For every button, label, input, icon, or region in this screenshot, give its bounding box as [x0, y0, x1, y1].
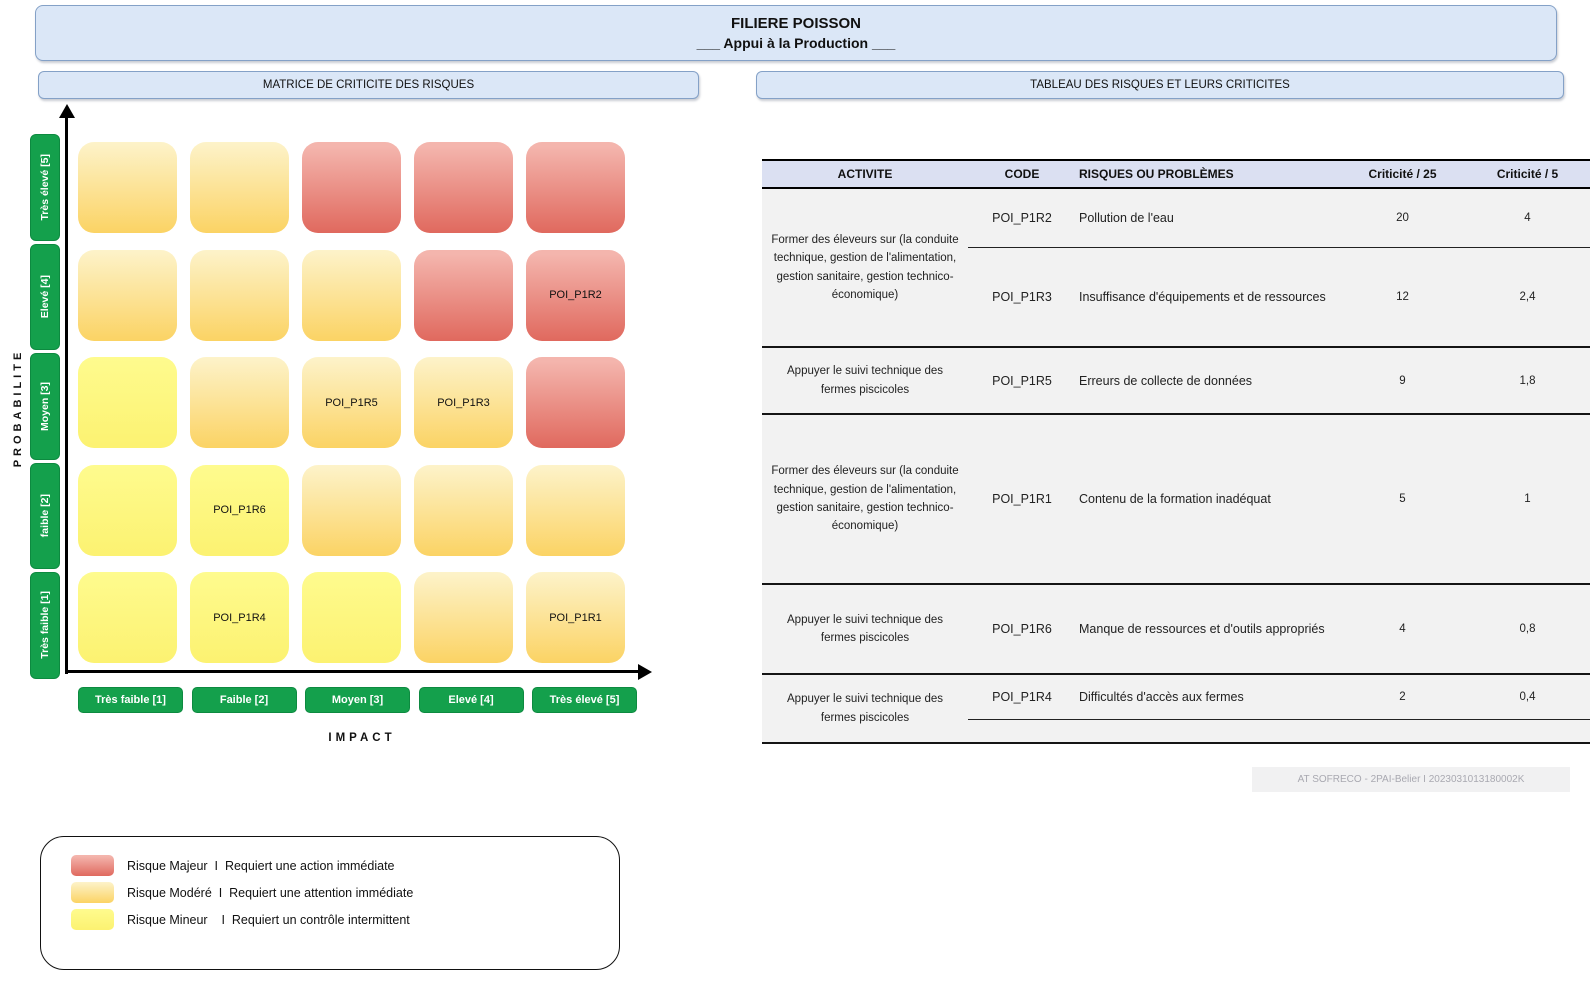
legend-label: Risque Modéré I Requiert une attention immédiate [127, 885, 414, 900]
x-axis-label: Faible [2] [192, 687, 297, 713]
x-axis-label: Elevé [4] [419, 687, 524, 713]
x-axis-label: Très faible [1] [78, 687, 183, 713]
table-column-header: ACTIVITE [837, 167, 893, 181]
legend-swatch-minor [71, 909, 114, 930]
x-axis-label: Moyen [3] [305, 687, 410, 713]
code-cell: POI_P1R1 [992, 492, 1052, 506]
y-axis-title: PROBABILITE [12, 348, 24, 468]
table-spacer-row [968, 719, 1590, 742]
code-cell: POI_P1R5 [992, 373, 1052, 388]
matrix-cell [414, 465, 513, 556]
table-group [762, 675, 1590, 744]
table-group-rows [968, 415, 1590, 583]
criticality5-cell: 1 [1524, 493, 1531, 505]
matrix-cell-poi_p1r1: POI_P1R1 [526, 572, 625, 663]
matrix-cell [526, 142, 625, 233]
table-row [968, 585, 1590, 673]
page-title-bar [35, 5, 1557, 61]
y-axis-arrowhead-icon [59, 104, 75, 118]
matrix-cell [302, 250, 401, 341]
matrix-cell [78, 250, 177, 341]
y-axis-label [30, 134, 60, 241]
criticality25-cell: 12 [1396, 291, 1409, 303]
matrix-cell [526, 465, 625, 556]
risk-matrix-grid [78, 142, 625, 663]
activity-cell: Former des éleveurs sur (la conduite technique, gestion de l'alimentation, gestion sanitaire, gestion technico-économique) [771, 465, 959, 533]
x-axis-arrowhead-icon [638, 664, 652, 680]
table-row [968, 415, 1590, 583]
table-group-rows [968, 585, 1590, 673]
criticality25-cell: 20 [1396, 212, 1409, 224]
code-cell: POI_P1R6 [992, 622, 1052, 636]
table-group [762, 585, 1590, 675]
y-axis-label-text: faible [2] [39, 494, 51, 538]
table-panel-title: TABLEAU DES RISQUES ET LEURS CRITICITES [756, 71, 1564, 99]
matrix-cell [78, 465, 177, 556]
x-axis-labels [78, 687, 637, 713]
activity-cell: Appuyer le suivi technique des fermes piscicoles [787, 365, 943, 396]
table-row [968, 348, 1590, 413]
legend-label: Risque Majeur I Requiert une action immédiate [127, 858, 395, 873]
criticality5-cell: 2,4 [1519, 291, 1536, 303]
matrix-cell [526, 357, 625, 448]
table-column-header: Criticité / 5 [1496, 167, 1559, 181]
criticality25-cell: 4 [1399, 623, 1406, 635]
table-group [762, 348, 1590, 415]
legend-item [71, 852, 619, 879]
y-axis-label-text: Elevé [4] [39, 275, 51, 319]
risk-legend [40, 836, 620, 970]
risk-cell: Manque de ressources et d'outils appropriés [1079, 622, 1325, 636]
page-title: FILIERE POISSON [730, 15, 862, 32]
matrix-cell [414, 250, 513, 341]
matrix-cell-poi_p1r3: POI_P1R3 [414, 357, 513, 448]
risk-cell: Erreurs de collecte de données [1079, 373, 1253, 388]
matrix-cell [190, 142, 289, 233]
matrix-cell [78, 572, 177, 663]
table-row [968, 675, 1590, 719]
matrix-panel-title: MATRICE DE CRITICITE DES RISQUES [38, 71, 699, 99]
y-axis-label-text: Très élevé [5] [39, 153, 51, 221]
table-group-rows [968, 348, 1590, 413]
y-axis-label [30, 353, 60, 460]
risk-cell: Insuffisance d'équipements et de ressources [1079, 290, 1326, 304]
table-row [968, 247, 1590, 346]
activity-cell: Former des éleveurs sur (la conduite technique, gestion de l'alimentation, gestion sanitaire, gestion technico-économique) [771, 233, 959, 301]
table-group [762, 189, 1590, 348]
x-axis-label: Très élevé [5] [532, 687, 637, 713]
y-axis-labels [30, 134, 60, 679]
table-column-header: CODE [1004, 167, 1040, 181]
y-axis-label-text: Très faible [1] [39, 591, 51, 660]
table-group-rows [968, 675, 1590, 742]
table-group [762, 415, 1590, 585]
matrix-cell [302, 465, 401, 556]
risk-table-header-row [762, 159, 1590, 189]
table-column-header: Criticité / 25 [1368, 167, 1437, 181]
x-axis-title: IMPACT [328, 732, 396, 744]
legend-item [71, 879, 619, 906]
criticality25-cell: 2 [1399, 691, 1406, 703]
criticality5-cell: 1,8 [1519, 374, 1536, 387]
code-cell: POI_P1R2 [992, 211, 1052, 225]
matrix-cell-poi_p1r6: POI_P1R6 [190, 465, 289, 556]
legend-item [71, 906, 619, 933]
table-group-rows [968, 189, 1590, 346]
code-cell: POI_P1R3 [992, 290, 1052, 304]
footer-stamp: AT SOFRECO - 2PAI-Belier I 2023031013180002K [1252, 767, 1570, 792]
page-subtitle: ___ Appui à la Production ___ [696, 35, 896, 51]
matrix-cell [190, 357, 289, 448]
matrix-cell [414, 142, 513, 233]
matrix-cell-poi_p1r2: POI_P1R2 [526, 250, 625, 341]
code-cell: POI_P1R4 [992, 690, 1052, 704]
matrix-cell-poi_p1r4: POI_P1R4 [190, 572, 289, 663]
activity-cell: Appuyer le suivi technique des fermes piscicoles [787, 613, 943, 644]
risk-table [762, 159, 1590, 744]
risk-cell: Pollution de l'eau [1079, 211, 1174, 225]
risk-table-body [762, 189, 1590, 744]
x-axis-line [66, 670, 640, 673]
matrix-cell [302, 572, 401, 663]
y-axis-line [65, 117, 68, 674]
matrix-cell-poi_p1r5: POI_P1R5 [302, 357, 401, 448]
legend-swatch-major [71, 855, 114, 876]
risk-cell: Contenu de la formation inadéquat [1079, 492, 1271, 506]
matrix-cell [78, 142, 177, 233]
matrix-cell [78, 357, 177, 448]
criticality25-cell: 5 [1399, 493, 1406, 505]
criticality5-cell: 0,8 [1519, 623, 1536, 635]
matrix-cell [190, 250, 289, 341]
legend-swatch-moderate [71, 882, 114, 903]
table-column-header: RISQUES OU PROBLÈMES [1079, 167, 1234, 181]
y-axis-label [30, 244, 60, 351]
y-axis-label [30, 572, 60, 679]
risk-cell: Difficultés d'accès aux fermes [1079, 690, 1244, 704]
y-axis-label-text: Moyen [3] [39, 381, 51, 431]
matrix-cell [302, 142, 401, 233]
legend-label: Risque Mineur I Requiert un contrôle intermittent [127, 912, 410, 927]
criticality5-cell: 0,4 [1519, 691, 1536, 703]
criticality5-cell: 4 [1524, 212, 1531, 224]
risk-legend-items [71, 852, 619, 933]
y-axis-label [30, 463, 60, 570]
matrix-cell [414, 572, 513, 663]
criticality25-cell: 9 [1399, 374, 1406, 387]
activity-cell: Appuyer le suivi technique des fermes piscicoles [787, 693, 943, 724]
table-row [968, 189, 1590, 247]
